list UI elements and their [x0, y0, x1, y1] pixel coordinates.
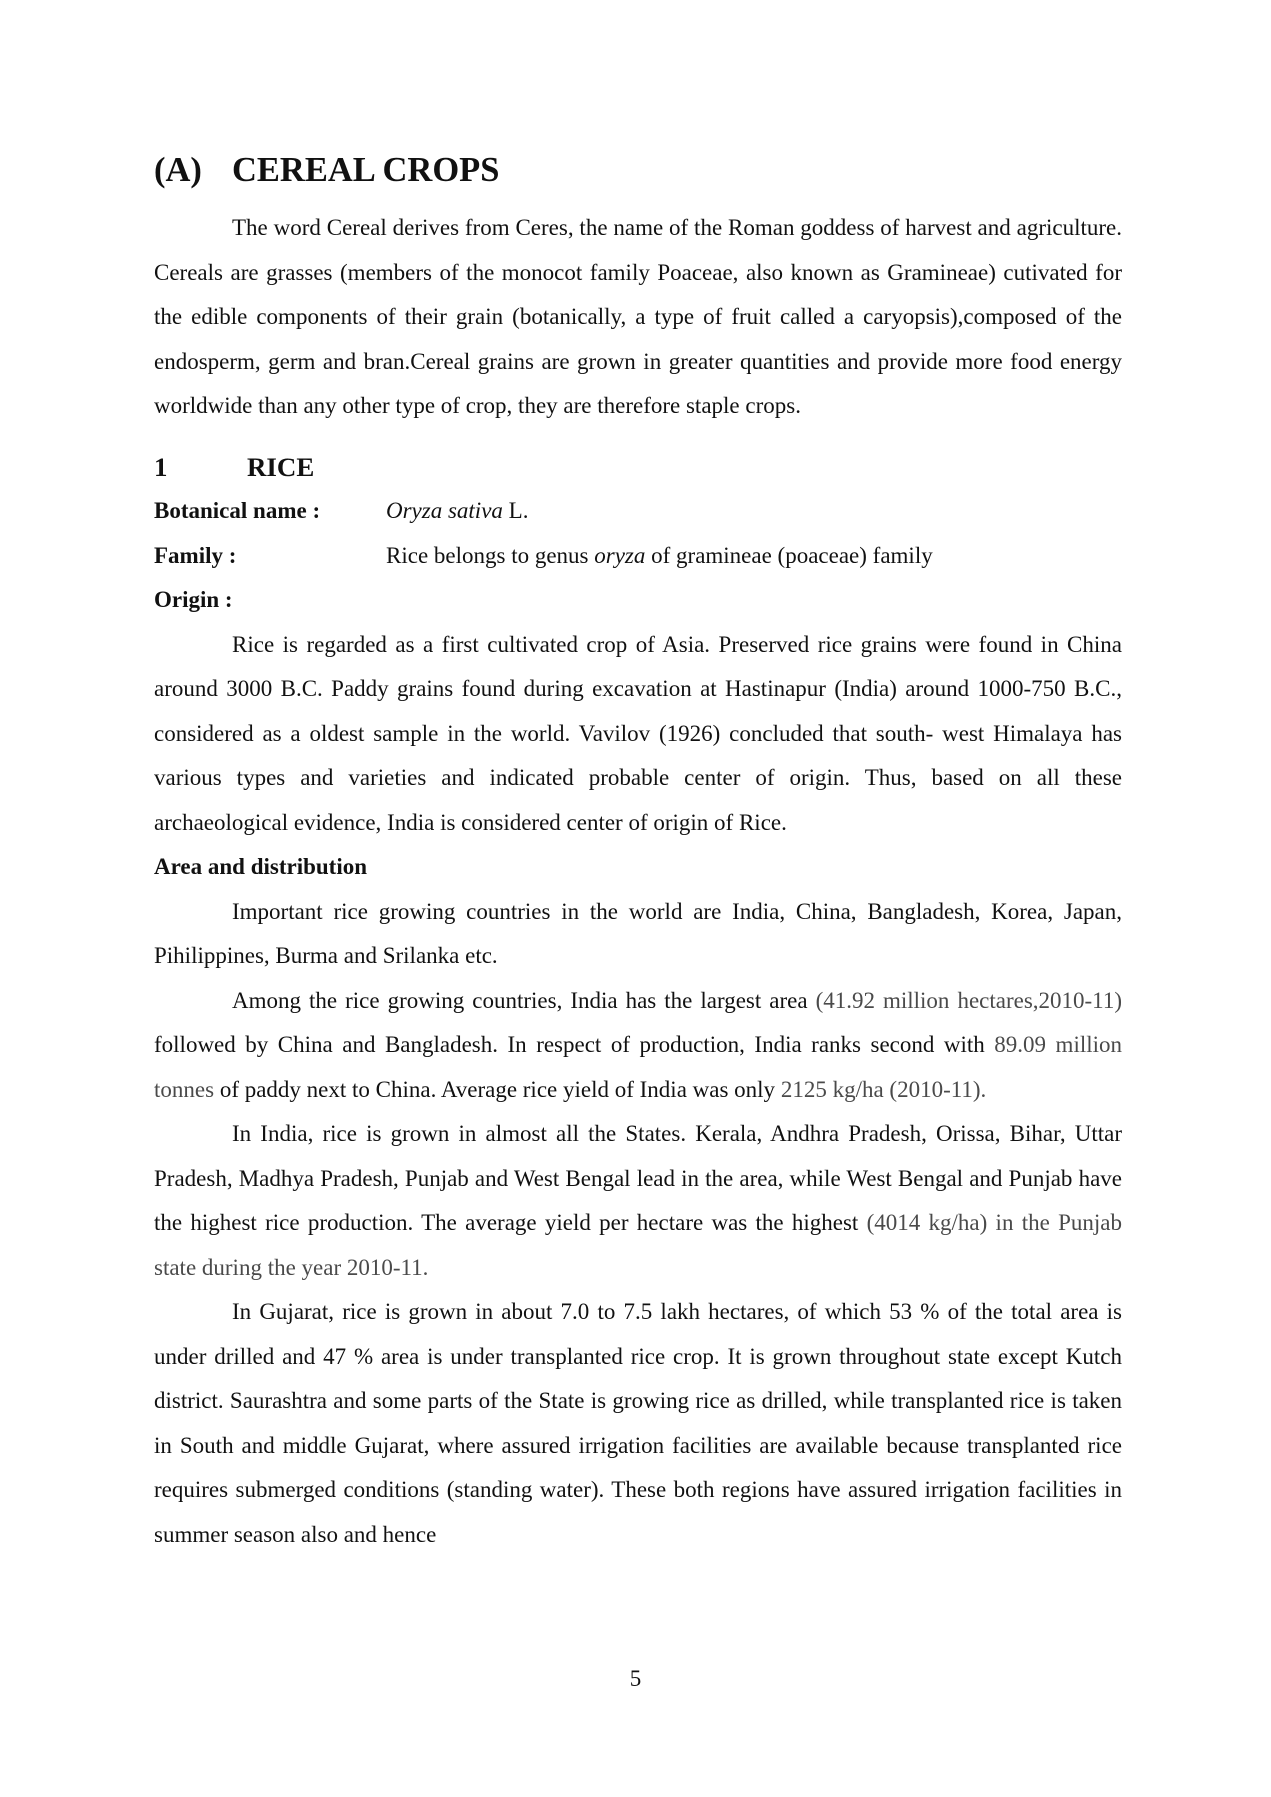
yield-stat: 2125 kg/ha (2010-11).: [780, 1076, 987, 1102]
crop-number: 1: [154, 451, 168, 482]
text-run: of paddy next to China. Average rice yield of India was only: [214, 1076, 781, 1102]
family-row: [154, 534, 1122, 579]
area-paragraph-1: Important rice growing countries in the world are India, China, Bangladesh, Korea, Japan, Pihilippines, Burma and Srilanka etc.: [154, 898, 1122, 968]
origin-paragraph: Rice is regarded as a first cultivated crop of Asia. Preserved rice grains were found in China around 3000 B.C. Paddy grains found during excavation at Hastinapur (India) around 1000-750 B.C., considered as a oldest sample in the world. Vavilov (1926) concluded that south- west Himalaya has various types and varieties and indicated probable center of origin. Thus, based on all these archaeological evidence, India is considered center of origin of Rice.: [154, 631, 1122, 835]
family-genus-italic: oryza: [594, 542, 646, 568]
production-stat: 89.09 million tonnes: [154, 1032, 1123, 1102]
punjab-yield-stat: (4014 kg/ha) in the Punjab state during the year 2010-11.: [154, 1210, 1122, 1280]
crop-heading: [154, 445, 1122, 490]
page-number: 5: [629, 1666, 642, 1691]
section-number: (A): [154, 151, 202, 189]
intro-paragraph: The word Cereal derives from Ceres, the name of the Roman goddess of harvest and agriculture. Cereals are grasses (members of the monocot family Poaceae, also known as Gramineae) cutivated for the edible components of their grain (botanically, a type of fruit called a caryopsis),composed of the endosperm, germ and bran.Cereal grains are grown in greater quantities and provide more food energy worldwide than any other type of crop, they are therefore staple crops.: [154, 215, 1122, 418]
area-stat: (41.92 million hectares,2010-11): [815, 987, 1122, 1013]
family-value: [386, 534, 1122, 579]
section-heading: [154, 150, 1122, 190]
botanical-name-value: [386, 489, 1122, 534]
botanical-name-row: [154, 489, 1122, 534]
family-text-post: of gramineae (poaceae) family: [645, 542, 933, 568]
area-paragraph-3: [154, 1112, 1122, 1290]
document-page: [154, 150, 1122, 1557]
area-paragraph-2: [154, 979, 1122, 1113]
text-run: Among the rice growing countries, India has the largest area: [232, 987, 816, 1013]
family-text-pre: Rice belongs to genus: [386, 542, 595, 568]
botanical-name-italic: Oryza sativa: [386, 498, 503, 523]
area-distribution-heading: Area and distribution: [154, 854, 368, 879]
botanical-name-label: Botanical name :: [154, 498, 321, 523]
text-run: followed by China and Bangladesh. In respect of production, India ranks second with: [154, 1032, 995, 1057]
botanical-name-suffix: L.: [502, 498, 529, 523]
area-paragraph-4: In Gujarat, rice is grown in about 7.0 to 7.5 lakh hectares, of which 53 % of the total area is under drilled and 47 % area is under transplanted rice crop. It is grown throughout state except Kutch district. Saurashtra and some parts of the State is growing rice as drilled, while transplanted rice is taken in South and middle Gujarat, where assured irrigation facilities are available because transplanted rice requires submerged conditions (standing water). These both regions have assured irrigation facilities in summer season also and hence: [154, 1299, 1122, 1547]
section-title: CEREAL CROPS: [232, 151, 500, 189]
text-run: In India, rice is grown in almost all the States. Kerala, Andhra Pradesh, Orissa, Bihar, Uttar Pradesh, Madhya Pradesh, Punjab and West Bengal lead in the area, while West Bengal and Punjab have the highest rice production. The average yield per hectare was the highest: [154, 1121, 1122, 1235]
crop-title: RICE: [247, 451, 315, 482]
family-label: Family :: [154, 542, 237, 568]
origin-label: Origin :: [154, 587, 233, 612]
